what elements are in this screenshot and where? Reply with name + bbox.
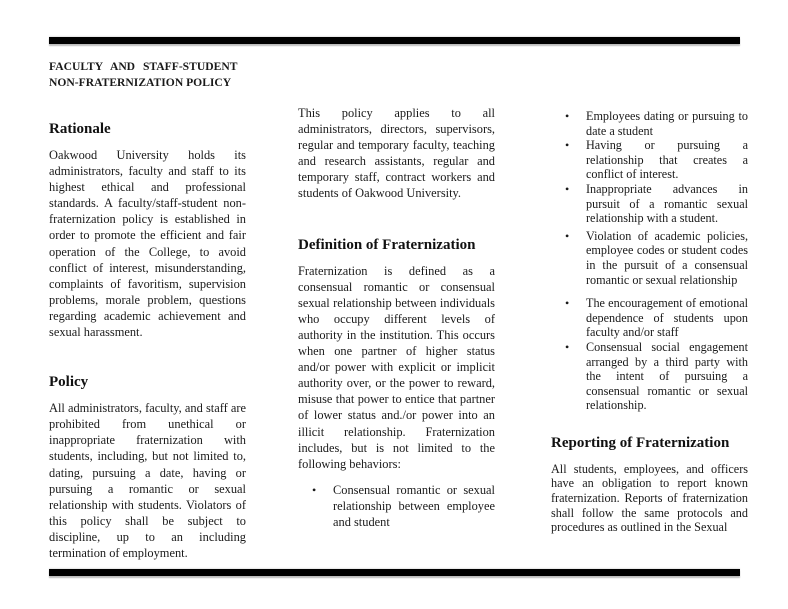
- reporting-heading: Reporting of Fraternization: [551, 434, 730, 451]
- document-title: [49, 59, 237, 91]
- bullet-icon: •: [312, 482, 317, 497]
- policy-body: All administrators, faculty, and staff are prohibited from unethical or inappropriate fraternization with students, including, but not limited to, dating, pursuing a date, having or pursuing a romantic or sexual relationship with students. Violators of this policy shall be subject to discipline, up to an including termination of employment.: [49, 401, 246, 560]
- bullet-icon: •: [565, 296, 570, 311]
- column-3: [551, 109, 748, 535]
- behavior-item: • Having or pursuing a relationship that creates a conflict of interest.: [565, 138, 748, 182]
- title-line-1: FACULTY AND STAFF-STUDENT: [49, 60, 238, 73]
- reporting-body: All students, employees, and officers have an obligation to report known fraternization. Reports of fraternization shall follow the same protocols and procedures as outlined in the Sexual: [551, 461, 748, 535]
- title-line-2: NON-FRATERNIZATION POLICY: [49, 76, 232, 89]
- definition-body: Fraternization is defined as a consensual romantic or consensual sexual relationship between individuals who occupy different levels of authority in the institution. This occurs when one partner of higher status and/or power with explicit or implicit authority over, or the power to reward, misuse that power to entice that partner of lower status and./or power into an illicit relationship. Fraternization includes, but is not limited to the following behaviors:: [298, 263, 495, 471]
- bullet-icon: •: [565, 109, 570, 123]
- behaviors-list-part-2: [551, 109, 748, 413]
- definition-heading: Definition of Fraternization: [298, 236, 476, 253]
- column-2: [298, 105, 495, 530]
- column-1: [49, 120, 246, 561]
- bullet-icon: •: [565, 228, 570, 243]
- bullet-icon: •: [565, 138, 570, 153]
- bullet-icon: •: [565, 339, 570, 354]
- behavior-item: • Inappropriate advances in pursuit of a romantic sexual relationship with a student.: [565, 181, 748, 226]
- behavior-item: • Employees dating or pursuing to date a student: [565, 109, 748, 138]
- scope-body: This policy applies to all administrators, directors, supervisors, regular and temporary faculty, teaching and research assistants, regular and temporary staff, contract workers and students of Oakwood University.: [298, 106, 495, 201]
- behavior-item: • The encouragement of emotional dependence of students upon faculty and/or staff: [565, 296, 748, 340]
- rationale-body: Oakwood University holds its administrators, faculty and staff to its highest ethical and professional standards. A faculty/staff-student non-fraternization policy is established in order to promote the efficient and fair operation of the College, to avoid conflict of interest, misunderstanding, complaints of favoritism, supervision problems, morale problem, questions regarding academic achievement and sexual harassment.: [49, 148, 246, 340]
- bullet-icon: •: [565, 181, 570, 196]
- top-rule: [49, 37, 740, 44]
- behavior-item: • Consensual romantic or sexual relationship between employee and student: [312, 482, 495, 529]
- behaviors-list-part-1: [298, 482, 495, 530]
- behavior-item: • Violation of academic policies, employee codes or student codes in the pursuit of a consensual romantic or sexual relationship: [565, 228, 748, 287]
- bottom-rule: [49, 569, 740, 576]
- behavior-item: • Consensual social engagement arranged by a third party with the intent of pursuing a consensual romantic or sexual relationship.: [565, 339, 748, 413]
- policy-heading: Policy: [49, 374, 89, 391]
- rationale-heading: Rationale: [49, 121, 111, 137]
